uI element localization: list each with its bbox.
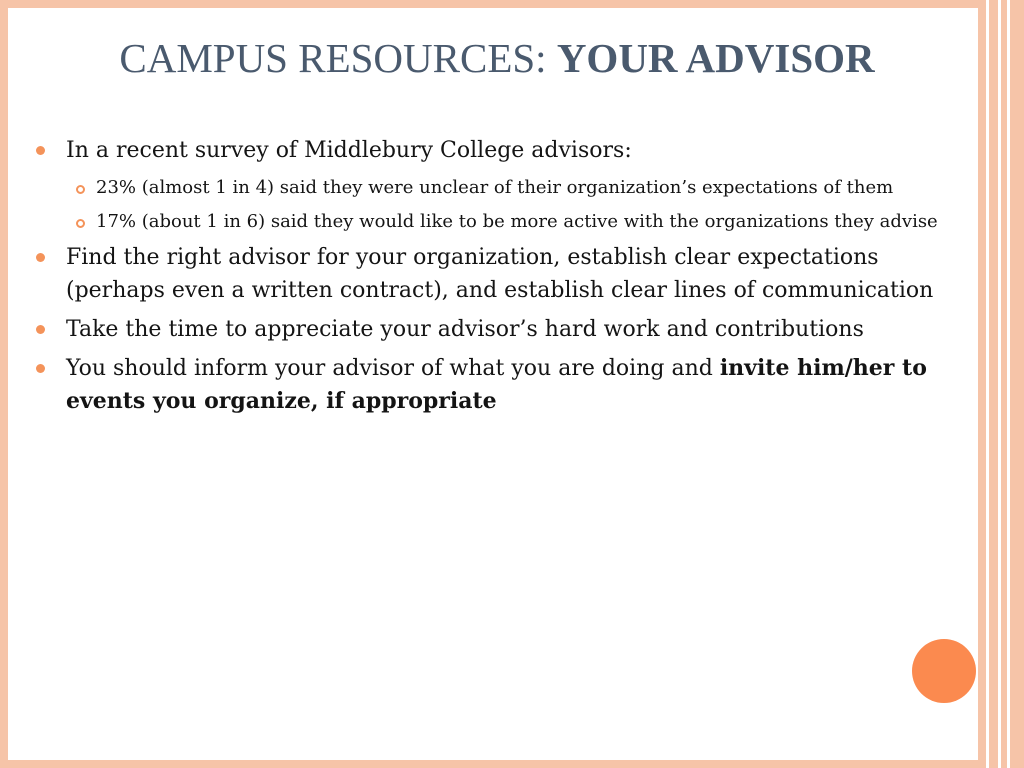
sub-bullet-item — [66, 207, 966, 236]
bullet-item — [36, 352, 966, 418]
slide-title — [0, 34, 994, 82]
bullet-dot-icon — [36, 325, 45, 334]
title-bold: YOUR ADVISOR — [556, 35, 875, 81]
bullet-list — [36, 134, 966, 424]
bullet-item — [36, 241, 966, 307]
ring-bullet-icon — [76, 185, 85, 194]
sub-bullet-item — [66, 173, 966, 202]
bullet-item — [36, 134, 966, 167]
stripe — [1010, 0, 1024, 768]
sub-bullet-text: 17% (about 1 in 6) said they would like to be more active with the organizations they advise — [96, 211, 938, 232]
bullet-dot-icon — [36, 146, 45, 155]
decorative-circle — [912, 639, 976, 703]
border-left — [0, 0, 8, 768]
bullet-dot-icon — [36, 253, 45, 262]
ring-bullet-icon — [76, 219, 85, 228]
bullet-item — [36, 313, 966, 346]
bullet-text: Take the time to appreciate your advisor’s hard work and contributions — [66, 317, 864, 342]
border-top — [0, 0, 980, 8]
bullet-text: You should inform your advisor of what you are doing and — [66, 356, 720, 381]
bullet-dot-icon — [36, 364, 45, 373]
bullet-text: In a recent survey of Middlebury College advisors: — [66, 138, 632, 163]
sub-bullet-text: 23% (almost 1 in 4) said they were unclear of their organization’s expectations of them — [96, 177, 894, 198]
bullet-bold-text: invite him/her to events you organize, if appropriate — [66, 355, 927, 414]
bullet-text: Find the right advisor for your organization, establish clear expectations (perhaps even a written contract), and establish clear lines of communication — [66, 245, 934, 303]
stripe — [978, 0, 986, 768]
right-stripes — [978, 0, 1024, 768]
stripe — [989, 0, 998, 768]
title-normal: CAMPUS RESOURCES: — [119, 35, 557, 81]
border-bottom — [0, 760, 980, 768]
